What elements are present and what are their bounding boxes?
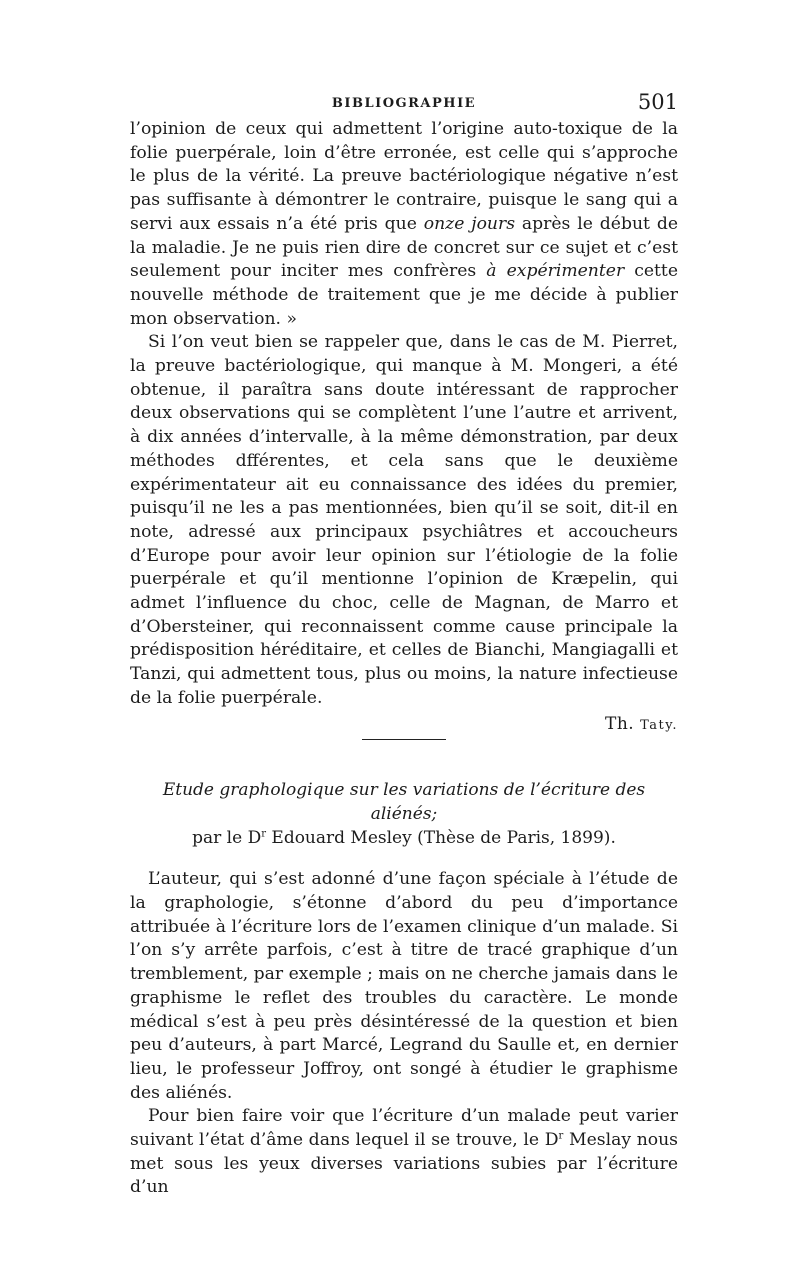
- quote-text-1: l’opinion de ceux qui admettent l’origine auto-toxique de la folie puerpérale, loin d’être erronée, est celle qui s’approche le plus de la vérité. La preuve bactériologique négative n’est pas suffisante à démontrer le contraire, puisque le sang qui a servi aux essais n’a été pris que: [130, 119, 678, 234]
- review-heading: [130, 778, 678, 850]
- byline-sup: r: [261, 828, 266, 840]
- review-paragraph-1: L’auteur, qui s’est adonné d’une façon spéciale à l’étude de la graphologie, s’étonne d’abord du peu d’importance attribuée à l’écriture lors de l’examen clinique d’un malade. Si l’on s’y arrête parfois, c’est à titre de tracé graphique d’un tremblement, par exemple ; mais on ne cherche jamais dans le graphisme le reflet des troubles du caractère. Le monde médical s’est à peu près désintéressé de la question et bien peu d’auteurs, à part Marcé, Legrand du Saulle et, en dernier lieu, le professeur Joffroy, ont songé à étudier le graphisme des aliénés.: [130, 869, 678, 1103]
- running-title: BIBLIOGRAPHIE: [331, 96, 477, 111]
- article-2: [130, 868, 678, 1200]
- review-title: Etude graphologique sur les variations de l’écriture des aliénés;: [162, 780, 646, 825]
- commentary-paragraph: Si l’on veut bien se rappeler que, dans le cas de M. Pierret, la preuve bactériologique, qui manque à M. Mongeri, a été obtenue, il paraîtra sans doute intéressant de rapprocher deux observations qui se complètent l’une l’autre et arrivent, à dix années d’intervalle, à la même démonstration, par deux méthodes dfférentes, et cela sans que le deuxième expérimentateur ait eu connaissance des idées du premier, puisqu’il ne les a pas mentionnées, bien qu’il se soit, dit-il en note, adressé aux principaux psychiâtres et accoucheurs d’Europe pour avoir leur opinion sur l’étiologie de la folie puerpérale et qu’il mentionne l’opinion de Kræpelin, qui admet l’influence du choc, celle de Magnan, de Marro et d’Obersteiner, qui reconnaissent comme cause principale la prédisposition héréditaire, et celles de Bianchi, Mangiagalli et Tanzi, qui admettent tous, plus ou moins, la nature infectieuse de la folie puerpérale.: [130, 332, 678, 708]
- book-page: [130, 88, 678, 1200]
- running-head: [130, 88, 678, 118]
- review-p2-post: Meslay nous met sous les yeux diverses variations subies par l’écriture d’un: [130, 1130, 679, 1198]
- quote-italic-2: à expérimenter: [486, 261, 625, 282]
- section-divider: [362, 739, 446, 740]
- review-p2-sup: r: [558, 1130, 564, 1142]
- signature: [130, 713, 678, 738]
- review-paragraph-2: [130, 1105, 678, 1200]
- quote-italic-1: onze jours: [423, 213, 516, 234]
- signature-initial: Th.: [605, 713, 641, 734]
- review-p2-pre: Pour bien faire voir que l’écriture d’un malade peut varier suivant l’état d’âme dans lequel il se trouve, le D: [130, 1106, 678, 1151]
- signature-name: Taty.: [640, 717, 678, 733]
- byline-rest: Edouard Mesley (Thèse de Paris, 1899).: [266, 828, 616, 849]
- review-byline: [130, 826, 678, 850]
- quote-text-3: cette nouvelle méthode de traitement que je me décide à publier mon observation. »: [130, 261, 678, 329]
- byline-prefix: par le D: [192, 828, 262, 849]
- article-1: [130, 118, 678, 737]
- page-number: 501: [637, 90, 678, 114]
- quote-text-2: après le début de la maladie. Je ne puis rien dire de concret sur ce sujet et c’est seulement pour inciter mes confrères: [130, 213, 678, 282]
- quote-paragraph: [130, 118, 678, 331]
